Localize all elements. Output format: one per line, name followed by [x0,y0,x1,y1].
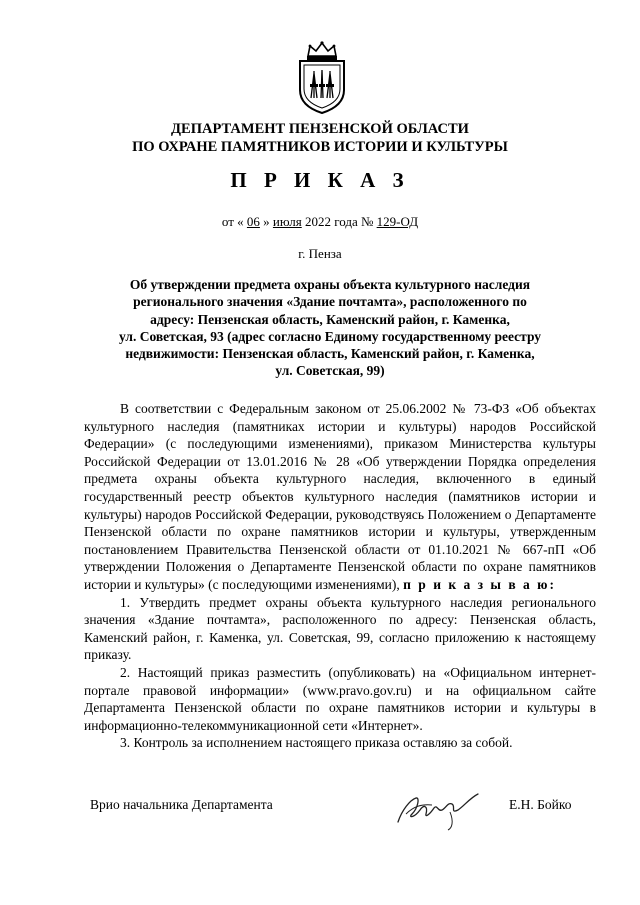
preamble-paragraph [84,400,596,594]
date-year: 2022 года № [301,214,377,229]
city: г. Пенза [298,246,342,261]
preamble-text: В соответствии с Федеральным законом от 25.06.2002 № 73-ФЗ «Об объектах культурного наследия (памятниках истории и культуры) народов Российской Федерации» (с последующими изменениями), приказом Министерства культуры Российской Федерации от 13.01.2016 № 28 «Об утверждении Порядка определения предмета охраны объекта культурного наследия, включенного в единый государственный реестр объектов культурного наследия (памятников истории и культуры) народов Российской Федерации, руководствуясь Положением о Департаменте Пензенской области по охране памятников истории и культуры, утвержденным постановлением Правительства Пензенской области от 01.10.2021 № 667-пП «Об утверждении Положения о Департаменте Пензенской области по охране памятников истории и культуры» (с последующими изменениями), [84,401,596,592]
document-title: П Р И К А З [230,168,410,192]
subject-line: адресу: Пензенская область, Каменский район, г. Каменка, [150,311,510,327]
date-and-number [0,214,640,230]
signatory-position: Врио начальника Департамента [90,797,273,812]
subject-line: регионального значения «Здание почтамта», расположенного по [133,294,527,310]
handwritten-signature [392,784,488,834]
department-line-2: ПО ОХРАНЕ ПАМЯТНИКОВ ИСТОРИИ И КУЛЬТУРЫ [132,139,508,155]
subject-line: Об утверждении предмета охраны объекта культурного наследия [129,277,531,292]
department-line-1: ДЕПАРТАМЕНТ ПЕНЗЕНСКОЙ ОБЛАСТИ [171,121,469,137]
order-subject [70,276,590,380]
date-prefix: от « [221,214,247,229]
subject-line: ул. Советская, 99) [275,363,385,379]
order-number: 129-ОД [376,214,419,229]
subject-line: ул. Советская, 93 (адрес согласно Единому государственному реестру [118,328,542,344]
date-day: 06 [246,214,260,229]
order-item-1: 1. Утвердить предмет охраны объекта культурного наследия регионального значения «Здание почтамта», расположенного по адресу: Пензенская область, Каменский район, г. Каменка, ул. Советская, 99, согласно приложению к настоящему приказу. [84,594,596,663]
department-name [0,120,640,156]
coat-of-arms-icon [292,40,352,115]
order-item-2: 2. Настоящий приказ разместить (опубликовать) на «Официальном интернет-портале правовой информации» (www.pravo.gov.ru) и на официальном сайте Департамента Пензенской области по охране памятников истории и культуры в информационно-телекоммуникационной сети «Интернет». [84,664,596,733]
signatory-name: Е.Н. Бойко [509,797,572,812]
date-month: июля [272,214,302,229]
date-sep: » [259,214,273,229]
order-item-3: 3. Контроль за исполнением настоящего приказа оставляю за собой. [120,735,513,751]
subject-line: недвижимости: Пензенская область, Каменский район, г. Каменка, [125,346,535,362]
order-word: п р и к а з ы в а ю: [403,576,556,592]
order-body [84,400,596,752]
